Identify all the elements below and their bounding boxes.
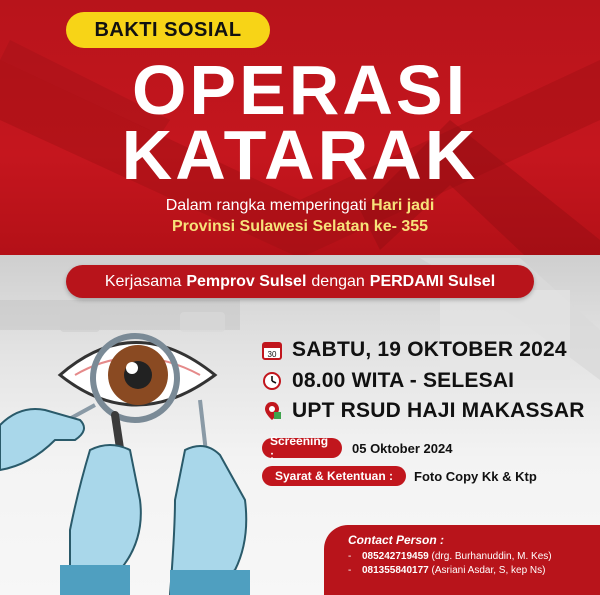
subtitle-prefix: Dalam rangka memperingati xyxy=(165,197,372,214)
collab-prefix: Kerjasama xyxy=(104,272,182,290)
contact-person-box xyxy=(324,525,600,595)
contact-line-1: - 085242719459 (drg. Burhanuddin, M. Kes) xyxy=(348,551,552,562)
contact-line-2: - 081355840177 (Asriani Asdar, S, kep Ns) xyxy=(348,565,546,576)
clock-icon xyxy=(262,371,282,391)
title-line-1: OPERASI xyxy=(131,51,469,129)
collab-party-2: PERDAMI Sulsel xyxy=(369,272,496,290)
screening-label: Screening : xyxy=(262,438,342,458)
collab-middle: dengan xyxy=(311,272,365,290)
map-pin-icon xyxy=(262,401,282,421)
subtitle-line-2: Provinsi Sulawesi Selatan ke- 355 xyxy=(171,218,429,235)
event-location-row xyxy=(262,399,585,423)
event-date-row xyxy=(262,338,567,362)
svg-text:30: 30 xyxy=(267,350,277,359)
contact-name-1: (drg. Burhanuddin, M. Kes) xyxy=(431,551,552,562)
contact-phone-1[interactable]: 085242719459 xyxy=(362,551,429,562)
screening-value: 05 Oktober 2024 xyxy=(352,441,453,456)
event-time-row xyxy=(262,369,514,393)
contact-title: Contact Person : xyxy=(348,533,445,547)
event-date: SABTU, 19 OKTOBER 2024 xyxy=(292,338,567,361)
subtitle-line-1 xyxy=(0,197,600,215)
title-line-2: KATARAK xyxy=(121,116,479,194)
eye-exam-illustration xyxy=(0,300,260,595)
calendar-icon xyxy=(262,340,282,360)
event-time: 08.00 WITA - SELESAI xyxy=(292,369,515,392)
collab-party-1: Pemprov Sulsel xyxy=(186,272,307,290)
contact-phone-2[interactable]: 081355840177 xyxy=(362,565,429,576)
subtitle-highlight: Hari jadi xyxy=(371,197,435,214)
collaboration-banner xyxy=(66,265,534,298)
bakti-sosial-badge: BAKTI SOSIAL xyxy=(66,12,270,48)
syarat-value: Foto Copy Kk & Ktp xyxy=(414,469,537,484)
event-location: UPT RSUD HAJI MAKASSAR xyxy=(292,399,585,422)
syarat-label: Syarat & Ketentuan : xyxy=(262,466,406,486)
contact-name-2: (Asriani Asdar, S, kep Ns) xyxy=(431,565,546,576)
